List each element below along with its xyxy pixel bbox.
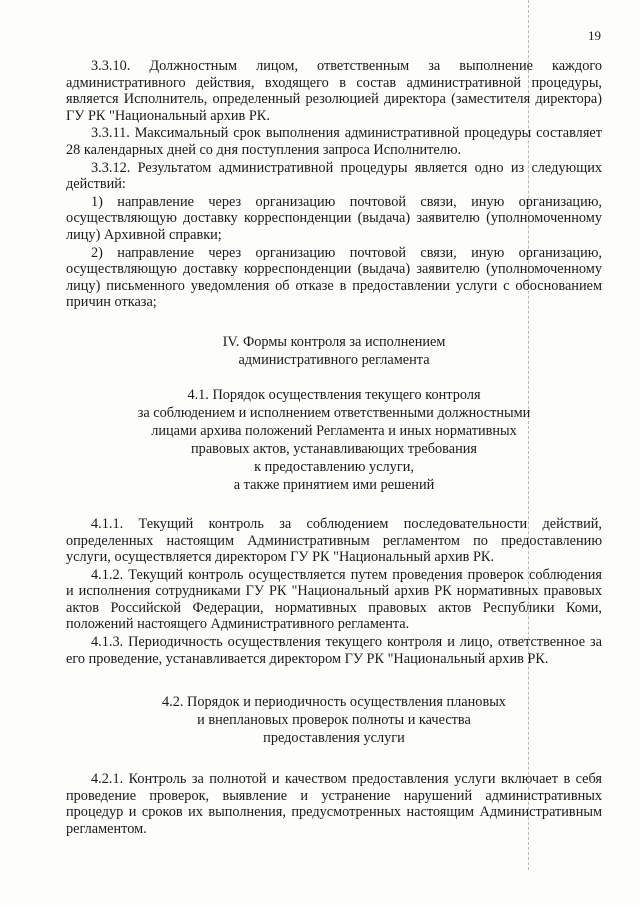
subsection-4-1-heading <box>66 386 602 494</box>
paragraph-3-3-12-item-1: 1) направление через организацию почтовой связи, иную организацию, осуществляющую доставку корреспонденции (выдача) заявителю (уполномоченному лицу) Архивной справки; <box>66 193 602 243</box>
heading-line: правовых актов, устанавливающих требования <box>191 440 477 457</box>
paragraph-4-1-3: 4.1.3. Периодичность осуществления текущего контроля и лицо, ответственное за его проведение, устанавливается директором ГУ РК "Национальный архив РК. <box>66 634 602 667</box>
document-body <box>66 58 602 838</box>
heading-line: административного регламента <box>238 351 430 368</box>
heading-line: и внеплановых проверок полноты и качества <box>197 712 471 729</box>
heading-line: к предоставлению услуги, <box>254 458 414 475</box>
heading-line: а также принятием ими решений <box>233 476 435 493</box>
heading-line: предоставления услуги <box>263 730 405 747</box>
heading-line: IV. Формы контроля за исполнением <box>222 333 446 350</box>
paragraph-4-2-1: 4.2.1. Контроль за полнотой и качеством предоставления услуги включает в себя проведение проверок, выявление и устранение нарушений административных процедур и сроков их выполнения, предусмотренных настоящим Административным регламентом. <box>66 771 602 838</box>
paragraph-3-3-10: 3.3.10. Должностным лицом, ответственным за выполнение каждого административного действия, входящего в состав административной процедуры, является Исполнитель, определенный резолюцией директора (заместителя директора) ГУ РК "Национальный архив РК. <box>66 58 602 124</box>
paragraph-3-3-12-item-2: 2) направление через организацию почтовой связи, иную организацию, осуществляющую доставку корреспонденции (выдача) заявителю (уполномоченному лицу) письменного уведомления об отказе в предоставлении услуги с обоснованием причин отказа; <box>66 244 602 311</box>
paragraph-3-3-11: 3.3.11. Максимальный срок выполнения административной процедуры составляет 28 календарных дней со дня поступления запроса Исполнителю. <box>66 125 602 158</box>
heading-line: лицами архива положений Регламента и иных нормативных <box>151 422 517 439</box>
page-number: 19 <box>588 28 601 43</box>
paragraph-4-1-2: 4.1.2. Текущий контроль осуществляется путем проведения проверок соблюдения и исполнения сотрудниками ГУ РК "Национальный архив РК нормативных правовых актов Российской Федерации, нормативных правовых актов Республики Коми, положений настоящего Административного регламента. <box>66 566 602 633</box>
paragraph-3-3-12: 3.3.12. Результатом административной процедуры является одно из следующих действий: <box>66 159 602 193</box>
section-iv-heading <box>66 333 602 369</box>
paragraph-4-1-1: 4.1.1. Текущий контроль за соблюдением последовательности действий, определенных настоящим Административным регламентом по предоставлению услуги, осуществляется директором ГУ РК "Национальный архив РК. <box>66 515 602 566</box>
subsection-4-2-heading <box>66 693 602 747</box>
heading-line: 4.2. Порядок и периодичность осуществления плановых <box>162 694 506 711</box>
heading-line: 4.1. Порядок осуществления текущего контроля <box>187 386 481 403</box>
heading-line: за соблюдением и исполнением ответственными должностными <box>137 404 531 421</box>
